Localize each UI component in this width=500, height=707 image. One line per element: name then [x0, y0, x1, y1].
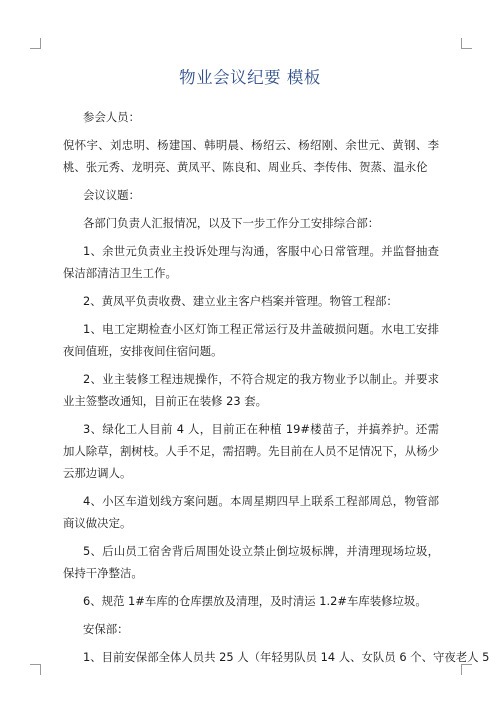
- paragraph: 5、后山员工宿舍背后周围处设立禁止倒垃圾标牌，并清理现场垃圾，保持干净整洁。: [63, 544, 439, 580]
- paragraph: 倪怀宇、刘忠明、杨建国、韩明晨、杨绍云、杨绍刚、余世元、黄钢、李桃、张元秀、龙明亮、黄凤平、陈良和、周业兵、李传伟、贺蒸、温永伦: [63, 138, 439, 174]
- paragraph: 2、业主装修工程违规操作，不符合规定的我方物业予以制止。并要求业主签整改通知，目前正在装修 23 套。: [63, 372, 439, 408]
- paragraph: 6、规范 1#车库的仓库摆放及清理，及时清运 1.2#车库装修垃圾。: [83, 594, 427, 608]
- document-title: 物业会议纪要 模板: [179, 68, 321, 87]
- paragraph: 各部门负责人汇报情况，以及下一步工作分工安排综合部：: [83, 216, 380, 230]
- paragraph: 1、目前安保部全体人员共 25 人（年轻男队员 14 人、女队员 6 个、守夜老人 5: [83, 650, 490, 664]
- paragraph: 会议议题：: [83, 188, 140, 202]
- paragraph: 安保部：: [83, 622, 129, 636]
- paragraph: 2、黄凤平负责收费、建立业主客户档案并管理。物管工程部：: [83, 294, 398, 308]
- document-body: [63, 106, 490, 674]
- crop-mark-top-right: [461, 38, 472, 49]
- paragraph: 3、绿化工人目前 4 人，目前正在种植 19#楼苗子，并搞养护。还需加人除草，割树枝。人手不足，需招聘。先目前在人员不足情况下，从杨少云那边调人。: [63, 422, 439, 480]
- paragraph: 1、余世元负责业主投诉处理与沟通，客服中心日常管理。并监督抽查保洁部清洁卫生工作。: [63, 244, 439, 280]
- crop-mark-top-left: [30, 38, 41, 49]
- crop-mark-bottom-right: [461, 664, 472, 675]
- paragraph: 4、小区车道划线方案问题。本周星期四早上联系工程部周总，物管部商议做决定。: [63, 494, 439, 530]
- paragraph: 1、电工定期检查小区灯饰工程正常运行及井盖破损问题。水电工安排夜间值班，安排夜间住宿问题。: [63, 322, 439, 358]
- crop-mark-bottom-left: [30, 664, 41, 675]
- paragraph: 参会人员：: [83, 110, 140, 124]
